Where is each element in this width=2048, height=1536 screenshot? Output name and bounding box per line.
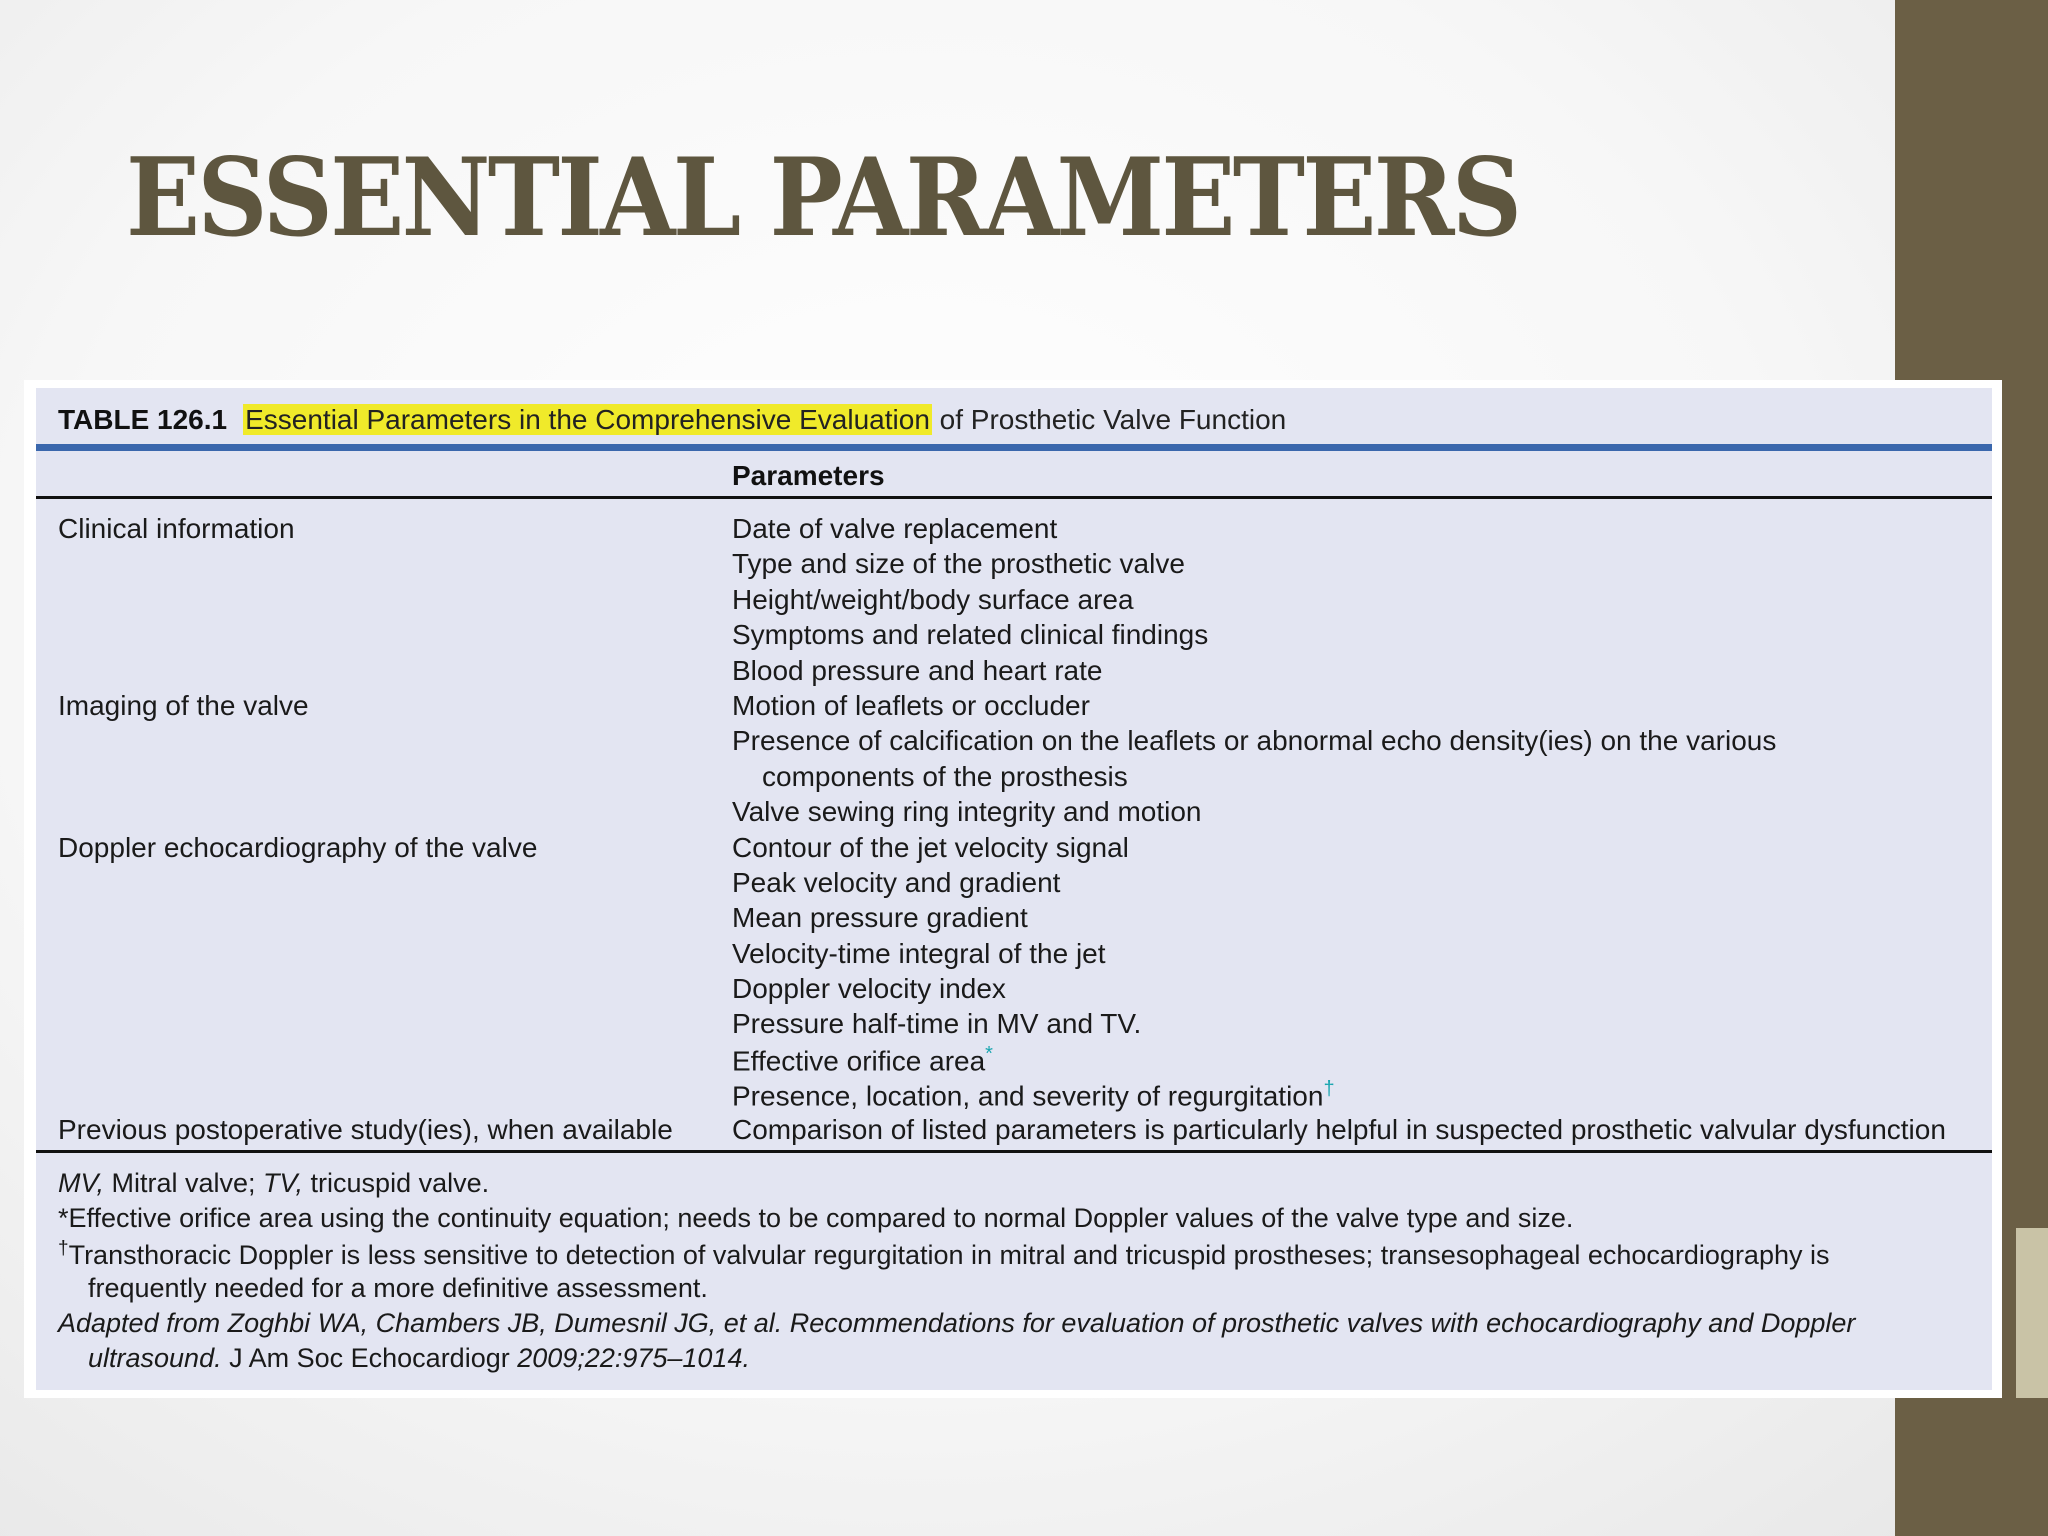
- table-number: TABLE 126.1: [58, 404, 228, 435]
- source-citation-continued: [88, 1343, 750, 1374]
- slide-title: ESSENTIAL PARAMETERS: [126, 135, 1520, 261]
- table-figure: [24, 380, 2002, 1398]
- parameter-item: Peak velocity and gradient: [732, 867, 1061, 898]
- row-label-doppler: Doppler echocardiography of the valve: [58, 832, 538, 863]
- parameter-item-continued: components of the prosthesis: [762, 761, 1128, 792]
- row-label-previous: Previous postoperative study(ies), when available: [58, 1114, 673, 1145]
- footnote-dagger-continued: frequently needed for a more definitive assessment.: [88, 1273, 708, 1303]
- parameter-item: [732, 1078, 1335, 1112]
- source-journal: J Am Soc Echocardiogr: [221, 1343, 518, 1373]
- side-accent-block: [2016, 1228, 2048, 1398]
- footnote-abbreviations: [58, 1168, 489, 1199]
- parameter-item: Height/weight/body surface area: [732, 584, 1134, 615]
- table-caption: [58, 404, 1286, 436]
- blue-rule: [36, 444, 1992, 451]
- footnote-asterisk: *Effective orifice area using the continuity equation; needs to be compared to normal Doppler values of the valve type and size.: [58, 1203, 1574, 1233]
- footnote-dagger: [58, 1238, 1829, 1271]
- parameter-item: Symptoms and related clinical findings: [732, 619, 1209, 650]
- parameter-item: Valve sewing ring integrity and motion: [732, 796, 1202, 827]
- parameter-item: Velocity-time integral of the jet: [732, 938, 1106, 969]
- dagger-mark: †: [1323, 1078, 1335, 1100]
- parameter-item: Motion of leaflets or occluder: [732, 690, 1090, 721]
- caption-highlight: Essential Parameters in the Comprehensive Evaluation: [245, 404, 930, 435]
- column-header-parameters: Parameters: [732, 460, 885, 491]
- parameter-item: Doppler velocity index: [732, 973, 1006, 1004]
- source-text: Adapted from Zoghbi WA, Chambers JB, Dumesnil JG, et al. Recommendations for evaluation of prosthetic valves with echocardiography and Doppler: [58, 1308, 1856, 1338]
- header-rule: [36, 496, 1992, 499]
- abbr-tv: TV,: [263, 1168, 304, 1198]
- parameter-item: Comparison of listed parameters is particularly helpful in suspected prosthetic valvular dysfunction: [732, 1114, 1946, 1145]
- parameter-item: Date of valve replacement: [732, 513, 1058, 544]
- parameter-item: Blood pressure and heart rate: [732, 655, 1103, 686]
- dagger-note-text: Transthoracic Doppler is less sensitive to detection of valvular regurgitation in mitral and tricuspid prostheses; transesophageal echocardiography is: [68, 1240, 1830, 1270]
- parameter-item: Contour of the jet velocity signal: [732, 832, 1129, 863]
- parameter-item: Pressure half-time in MV and TV.: [732, 1008, 1142, 1039]
- caption-rest: of Prosthetic Valve Function: [931, 404, 1287, 435]
- abbr-mv: MV,: [58, 1168, 104, 1198]
- dagger-symbol: †: [58, 1238, 69, 1259]
- source-citation: [58, 1308, 1855, 1339]
- source-cite: 2009;22:975–1014.: [517, 1343, 750, 1373]
- abbr-mv-text: Mitral valve;: [104, 1168, 264, 1198]
- parameter-item: [732, 1043, 993, 1077]
- parameter-text: Effective orifice area: [732, 1045, 986, 1077]
- parameter-item: Type and size of the prosthetic valve: [732, 548, 1185, 579]
- source-ultrasound: ultrasound.: [88, 1343, 222, 1373]
- asterisk-mark: *: [985, 1043, 993, 1065]
- abbr-tv-text: tricuspid valve.: [303, 1168, 490, 1198]
- parameter-text: Presence, location, and severity of regurgitation: [732, 1080, 1324, 1112]
- row-label-imaging: Imaging of the valve: [58, 690, 309, 721]
- row-label-clinical: Clinical information: [58, 513, 295, 544]
- footer-rule: [36, 1150, 1992, 1153]
- parameter-item: Mean pressure gradient: [732, 902, 1028, 933]
- parameter-item: Presence of calcification on the leaflets or abnormal echo density(ies) on the various: [732, 725, 1777, 756]
- table-body: [36, 388, 1992, 1390]
